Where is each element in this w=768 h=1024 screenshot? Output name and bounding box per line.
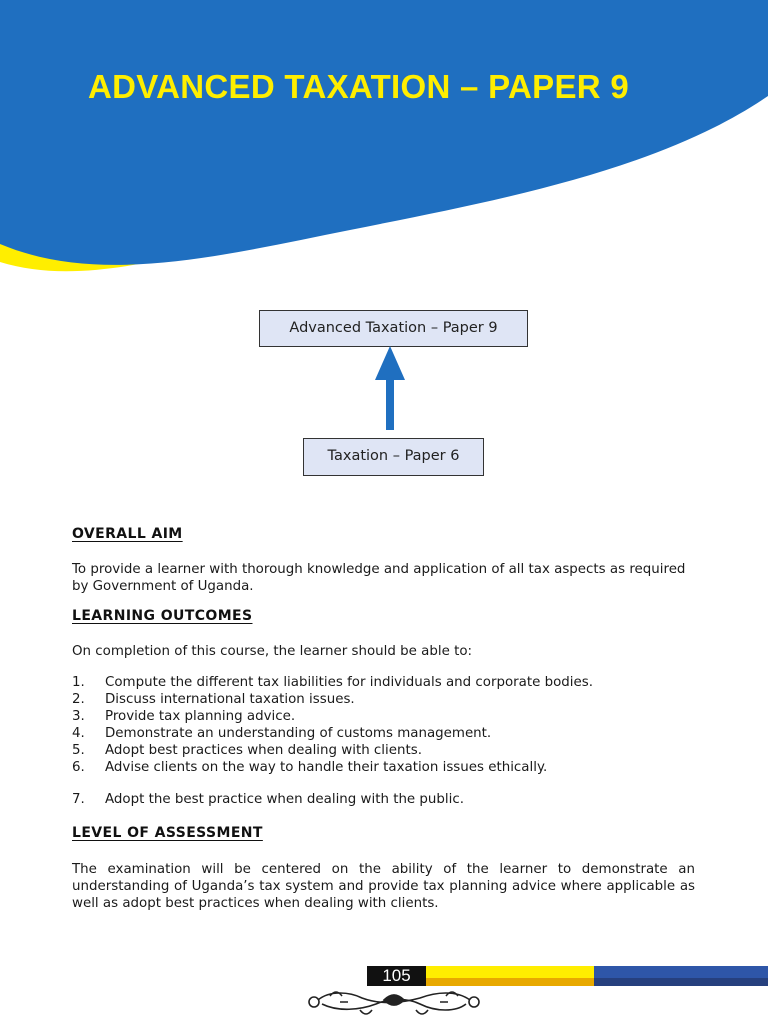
header-banner bbox=[0, 0, 768, 290]
header-blue-wave bbox=[0, 0, 768, 265]
list-item bbox=[72, 691, 593, 708]
learning-outcomes-list-extra bbox=[72, 791, 464, 808]
learning-outcomes-heading: LEARNING OUTCOMES bbox=[72, 608, 253, 624]
list-item-number: 3. bbox=[72, 709, 85, 724]
diagram-box-taxation: Taxation – Paper 6 bbox=[303, 438, 484, 476]
up-arrow-icon bbox=[374, 346, 406, 430]
page-title: ADVANCED TAXATION – PAPER 9 bbox=[88, 68, 630, 105]
list-item-number: 5. bbox=[72, 743, 85, 758]
scroll-ornament-icon bbox=[309, 992, 479, 1014]
list-item-text: Provide tax planning advice. bbox=[105, 709, 296, 724]
level-of-assessment-text: The examination will be centered on the ability of the learner to demonstrate an understanding of Uganda’s tax system and provide tax planning advice where applicable as well as adopt best practices when dealing with clients. bbox=[72, 862, 695, 911]
overall-aim-text: To provide a learner with thorough knowledge and application of all tax aspects as required by Government of Uganda. bbox=[72, 562, 686, 594]
list-item-text: Adopt the best practice when dealing with the public. bbox=[105, 792, 464, 807]
list-item-text: Discuss international taxation issues. bbox=[105, 692, 355, 707]
overall-aim-heading: OVERALL AIM bbox=[72, 526, 183, 542]
learning-outcomes-intro: On completion of this course, the learner should be able to: bbox=[72, 644, 473, 659]
list-item-number: 7. bbox=[72, 792, 85, 807]
list-item-number: 4. bbox=[72, 726, 85, 741]
page-number: 105 bbox=[382, 966, 411, 985]
list-item-number: 1. bbox=[72, 675, 85, 690]
list-item bbox=[72, 725, 593, 742]
list-item bbox=[72, 674, 593, 691]
list-item bbox=[72, 759, 593, 776]
list-item-text: Adopt best practices when dealing with clients. bbox=[105, 743, 422, 758]
diagram-box-advanced-taxation: Advanced Taxation – Paper 9 bbox=[259, 310, 528, 347]
list-item bbox=[72, 742, 593, 759]
list-item-text: Advise clients on the way to handle their taxation issues ethically. bbox=[105, 760, 548, 775]
list-item-number: 2. bbox=[72, 692, 85, 707]
list-item-number: 6. bbox=[72, 760, 85, 775]
learning-outcomes-list bbox=[72, 674, 593, 776]
list-item-text: Demonstrate an understanding of customs management. bbox=[105, 726, 492, 741]
level-of-assessment-heading: LEVEL OF ASSESSMENT bbox=[72, 825, 263, 841]
list-item-text: Compute the different tax liabilities for individuals and corporate bodies. bbox=[105, 675, 593, 690]
list-item bbox=[72, 708, 593, 725]
list-item bbox=[72, 791, 464, 808]
